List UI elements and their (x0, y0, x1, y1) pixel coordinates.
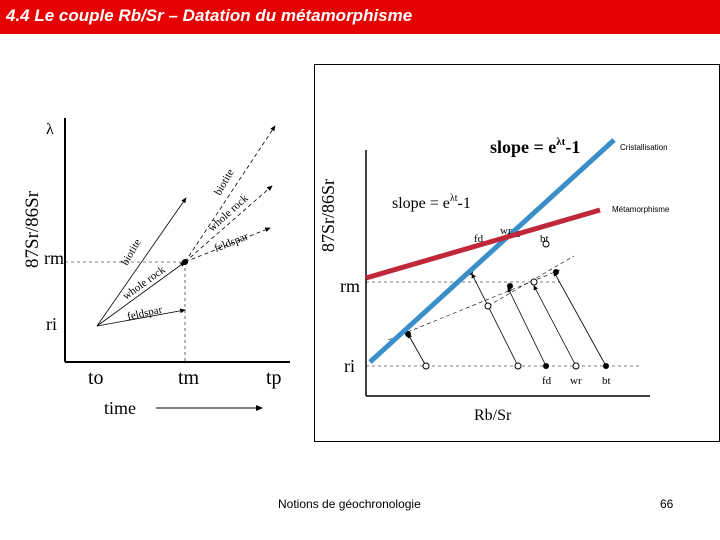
point-ri-left (423, 363, 429, 369)
arrow-bt2 (554, 272, 606, 366)
left-y-sym: λ (46, 121, 54, 138)
point-ri-bt2 (603, 363, 609, 369)
slope-mid-label: slope = $e^{\lambda t}-1$ (392, 193, 471, 212)
late-biotite-label: biotite (212, 167, 237, 198)
left-to-label: to (88, 367, 104, 389)
left-rm-label: rm (44, 248, 64, 268)
point-e (531, 279, 537, 285)
left-y-label: 87Sr/86Sr (22, 190, 43, 268)
left-tp-label: tp (266, 367, 282, 389)
point-ri-bt (573, 363, 579, 369)
slope-top-label: slope = $e^{\lambda t}-1$ (490, 136, 581, 157)
arrow-wr (508, 288, 546, 366)
top-wr-label: wr (500, 225, 512, 237)
early-biotite-label: biotite (119, 237, 144, 268)
bottom-wr-label: wr (570, 375, 582, 387)
left-time-label: time (104, 398, 136, 418)
label-metamorphisme: Métamorphisme (612, 205, 670, 214)
right-x-label: Rb/Sr (474, 407, 512, 424)
right-y-label: 87Sr/86Sr (318, 178, 338, 252)
left-ri-label: ri (46, 314, 57, 334)
early-wholerock-label: whole rock (120, 263, 168, 303)
isochron-cristallisation (370, 140, 614, 362)
left-tm-label: tm (178, 367, 200, 389)
point-d (507, 283, 513, 289)
slide-title: 4.4 Le couple Rb/Sr – Datation du métamorphisme (6, 6, 413, 25)
bottom-fd-label: fd (542, 375, 552, 387)
point-c (485, 303, 491, 309)
right-rm-label: rm (340, 276, 360, 296)
late-wholerock-label: whole rock (205, 192, 251, 235)
top-fd-label: fd (474, 233, 484, 245)
top-bt-label: bt (540, 233, 549, 245)
late-feldspar-label: feldspar (212, 230, 250, 255)
bottom-bt-label: bt (602, 375, 611, 387)
arrow-left (408, 334, 426, 366)
footer-text: Notions de géochronologie (278, 497, 421, 511)
point-ri-wr (543, 363, 549, 369)
point-ri-fd (515, 363, 521, 369)
right-ri-label: ri (344, 356, 355, 376)
early-feldspar-label: feldspar (126, 303, 164, 323)
point-g (553, 269, 559, 275)
page-number: 66 (660, 497, 674, 511)
label-cristallisation: Cristallisation (620, 143, 668, 152)
